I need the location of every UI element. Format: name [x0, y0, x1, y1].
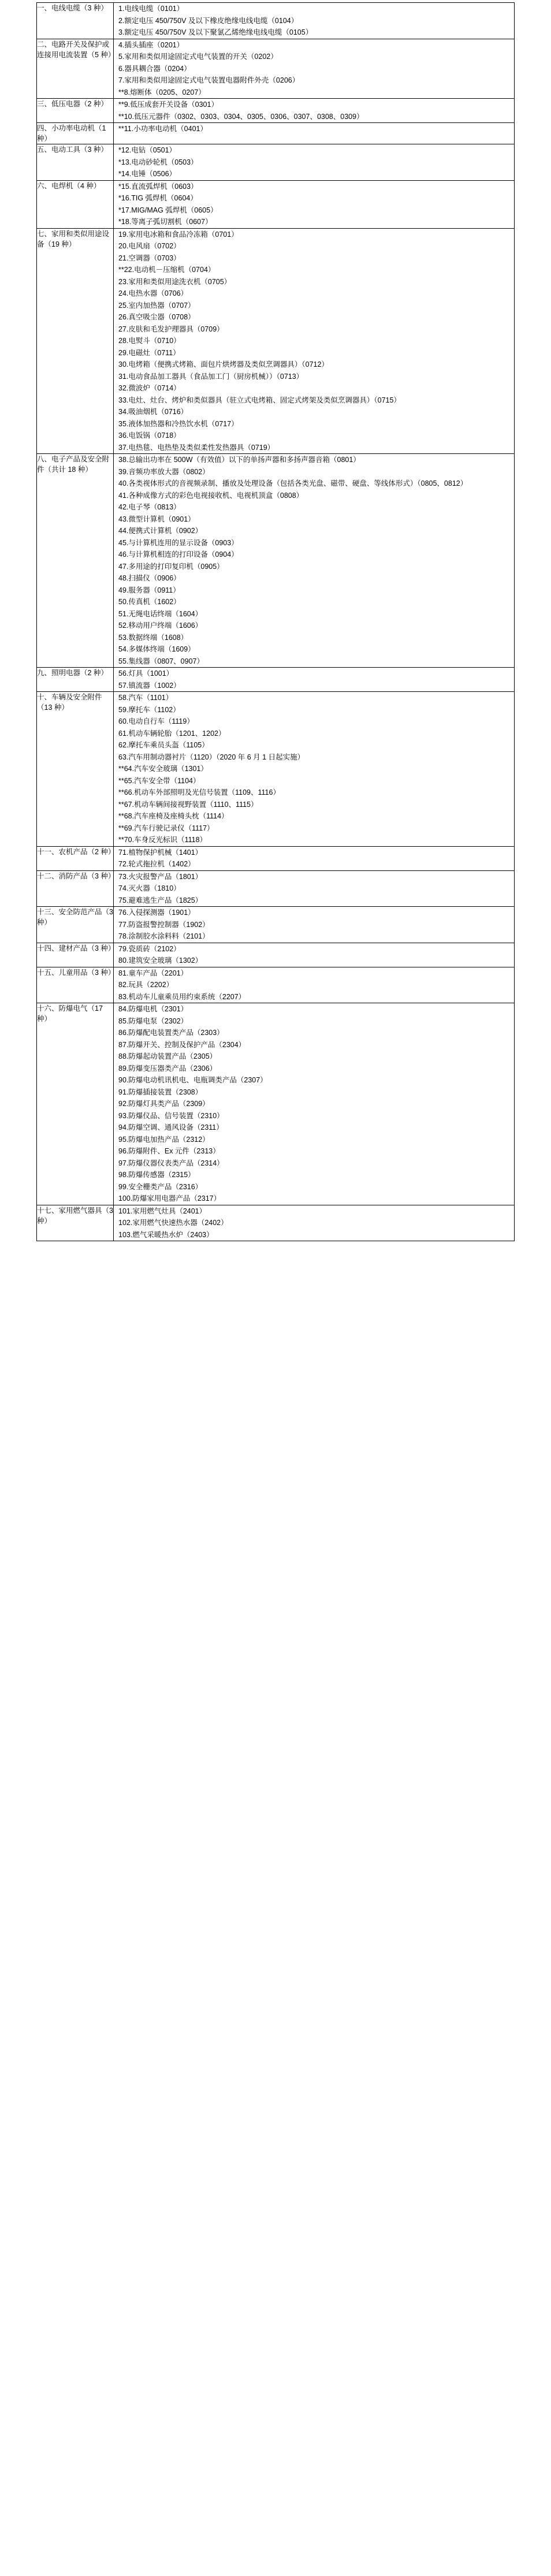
table-row [37, 846, 515, 870]
item-list [114, 871, 514, 907]
items-cell [114, 180, 515, 228]
catalog-sheet [0, 0, 551, 1241]
list-item: 56.灯具（1001） [118, 669, 174, 678]
item-list [114, 1205, 514, 1241]
list-item: 40.各类视体形式的音视频录制、播放及处理设备（包括各类光盘、磁带、硬盘、等线体形式）（0805、0812） [118, 479, 468, 488]
category-label: 五、电动工具（3 种） [37, 146, 108, 154]
list-item: 35.液体加热器和冷热饮水机（0717） [118, 419, 239, 428]
list-item: 5.家用和类似用途固定式电气装置的开关（0202） [118, 53, 278, 61]
category-label: 十六、防爆电气（17 种） [37, 1004, 103, 1023]
items-cell [114, 144, 515, 181]
list-item: 41.各种成像方式的彩色电视接收机、电视机顶盒（0808） [118, 491, 304, 500]
list-item: 44.便携式计算机（0902） [118, 527, 203, 535]
list-item: 37.电热毯、电热垫及类似柔性发热器具（0719） [118, 443, 275, 452]
table-row [37, 180, 515, 228]
category-cell [37, 692, 114, 847]
list-item: 81.童车产品（2201） [118, 969, 188, 977]
list-item: 38.总输出功率在 500W（有效值）以下的单扬声器和多扬声器音箱（0801） [118, 456, 360, 464]
list-item: 93.防爆仪品、信号装置（2310） [118, 1111, 224, 1120]
list-item: *17.MIG/MAG 弧焊机（0605） [118, 206, 218, 214]
items-cell [114, 692, 515, 847]
list-item: 48.扫描仪（0906） [118, 574, 181, 583]
list-item: 92.防爆灯具类产品（2309） [118, 1100, 210, 1108]
table-row [37, 228, 515, 454]
list-item: 46.与计算机相连的打印设备（0904） [118, 550, 239, 559]
list-item: 75.避难逃生产品（1825） [118, 896, 203, 904]
list-item: 30.电烤箱（便携式烤箱、面包片烘烤器及类似烹调器具）（0712） [118, 360, 329, 369]
list-item: *15.直流弧焊机（0603） [118, 182, 198, 191]
list-item: 100.防爆家用电器产品（2317） [118, 1194, 221, 1203]
list-item: 43.微型计算机（0901） [118, 515, 195, 523]
list-item: 50.传真机（1602） [118, 598, 181, 606]
category-cell [37, 1003, 114, 1205]
list-item: 25.室内加热器（0707） [118, 301, 195, 310]
list-item: 58.汽车（1101） [118, 694, 173, 702]
item-list [114, 668, 514, 691]
category-label: 十三、安全防范产品（3 种） [37, 908, 113, 927]
list-item: 36.电饭锅（0718） [118, 431, 181, 440]
list-item: 1.电线电缆（0101） [118, 5, 184, 13]
list-item: 19.家用电冰箱和食品冷冻箱（0701） [118, 230, 239, 239]
list-item: 4.插头插座（0201） [118, 40, 184, 49]
category-cell [37, 668, 114, 692]
table-row [37, 967, 515, 1003]
list-item: 21.空调器（0703） [118, 254, 181, 262]
items-cell [114, 943, 515, 967]
list-item: **69.汽车行驶记录仪（1117） [118, 824, 214, 832]
list-item: 71.植物保护机械（1401） [118, 848, 203, 857]
table-row [37, 943, 515, 967]
items-cell [114, 846, 515, 870]
list-item: **65.汽车安全带（1104） [118, 776, 200, 785]
category-cell [37, 123, 114, 144]
list-item: 39.音频功率放大器（0802） [118, 467, 210, 476]
list-item: **8.熔断体（0205、0207） [118, 88, 206, 96]
list-item: 3.额定电压 450/750V 及以下聚氯乙烯绝缘电线电缆（0105） [118, 28, 313, 36]
items-cell [114, 668, 515, 692]
items-cell [114, 123, 515, 144]
item-list [114, 39, 514, 99]
list-item: **66.机动车外部照明及光信号装置（1109、1116） [118, 788, 280, 797]
item-list [114, 1003, 514, 1205]
items-cell [114, 3, 515, 39]
category-label: 二、电路开关及保护或连接用电流装置（5 种） [37, 40, 116, 59]
items-cell [114, 870, 515, 907]
catalog-body [37, 3, 515, 1241]
list-item: 78.涂制胶水涂料料（2101） [118, 932, 210, 941]
category-label: 十二、消防产品（3 种） [37, 872, 116, 880]
category-cell [37, 180, 114, 228]
list-item: 53.数据终端（1608） [118, 633, 188, 642]
list-item: 2.额定电压 450/750V 及以下橡皮绝缘电线电缆（0104） [118, 16, 299, 25]
list-item: **67.机动车辆间接视野装置（1110、1115） [118, 800, 258, 809]
list-item: 62.摩托车乘员头盔（1105） [118, 741, 209, 750]
list-item: 51.无绳电话终端（1604） [118, 609, 203, 618]
table-row [37, 39, 515, 99]
table-row [37, 99, 515, 123]
list-item: 90.防爆电动机讯机电、电瓶调类产品（2307） [118, 1076, 267, 1085]
list-item: 72.轮式拖拉机（1402） [118, 860, 195, 869]
items-cell [114, 454, 515, 668]
product-catalog-table [36, 2, 515, 1241]
list-item: 88.防爆起动装置产品（2305） [118, 1052, 217, 1061]
list-item: 6.器具耦合器（0204） [118, 64, 191, 73]
category-cell [37, 943, 114, 967]
items-cell [114, 39, 515, 99]
list-item: 20.电风扇（0702） [118, 242, 181, 251]
list-item: 54.多媒体终端（1609） [118, 645, 195, 654]
list-item: 59.摩托车（1102） [118, 705, 180, 714]
list-item: **22.电动机－压缩机（0704） [118, 266, 215, 274]
list-item: 86.防爆配电装置类产品（2303） [118, 1029, 224, 1037]
item-list [114, 99, 514, 122]
category-cell [37, 846, 114, 870]
category-label: 八、电子产品及安全附件（共计 18 种） [37, 455, 110, 474]
table-row [37, 1003, 515, 1205]
item-list [114, 943, 514, 967]
category-label: 四、小功率电动机（1 种） [37, 124, 106, 143]
list-item: 94.防爆空调、通风设备（2311） [118, 1123, 224, 1132]
items-cell [114, 99, 515, 123]
list-item: 73.火灾报警产品（1801） [118, 872, 203, 881]
category-label: 十五、儿童用品（3 种） [37, 968, 116, 977]
category-label: 十四、建材产品（3 种） [37, 944, 116, 952]
list-item: **9.低压成套开关设备（0301） [118, 100, 218, 109]
category-cell [37, 3, 114, 39]
category-label: 六、电焊机（4 种） [37, 181, 101, 190]
item-list [114, 454, 514, 667]
item-list [114, 692, 514, 846]
table-row [37, 870, 515, 907]
list-item: 31.电动食品加工器具（食品加工门（厨房机械））（0713） [118, 372, 304, 381]
item-list [114, 907, 514, 943]
list-item: 96.防爆附件、Ex 元件（2313） [118, 1147, 220, 1156]
item-list [114, 181, 514, 228]
list-item: 89.防爆变压器类产品（2306） [118, 1064, 217, 1073]
items-cell [114, 228, 515, 454]
list-item: 29.电磁灶（0711） [118, 348, 180, 357]
list-item: 79.瓷质砖（2102） [118, 944, 181, 953]
category-label: 十、车辆及安全附件（13 种） [37, 693, 102, 712]
list-item: 52.移动用户终端（1606） [118, 621, 203, 630]
list-item: **70.车身反光标识（1118） [118, 836, 207, 844]
list-item: 77.防盗报警控制器（1902） [118, 920, 210, 929]
list-item: **11.小功率电动机（0401） [118, 125, 207, 133]
category-cell [37, 967, 114, 1003]
category-cell [37, 228, 114, 454]
category-label: 一、电线电缆（3 种） [37, 4, 108, 12]
table-row [37, 1205, 515, 1241]
category-cell [37, 870, 114, 907]
list-item: 24.电热水器（0706） [118, 289, 188, 298]
list-item: 85.防爆电泵（2302） [118, 1017, 188, 1025]
category-label: 十七、家用燃气器具（3 种） [37, 1206, 113, 1225]
category-cell [37, 39, 114, 99]
list-item: 42.电子琴（0813） [118, 503, 181, 512]
table-row [37, 692, 515, 847]
list-item: 27.皮肤和毛发护理器具（0709） [118, 325, 224, 333]
item-list [114, 229, 514, 454]
list-item: 87.防爆开关、控制及保护产品（2304） [118, 1040, 246, 1049]
table-row [37, 3, 515, 39]
list-item: 26.真空吸尘器（0708） [118, 313, 195, 322]
item-list [114, 847, 514, 870]
list-item: 91.防爆插接装置（2308） [118, 1088, 203, 1096]
list-item: 28.电熨斗（0710） [118, 337, 181, 345]
list-item: *18.等离子弧切割机（0607） [118, 218, 213, 226]
list-item: 76.入侵探测器（1901） [118, 909, 195, 917]
list-item: 34.吸油烟机（0716） [118, 408, 188, 416]
items-cell [114, 967, 515, 1003]
items-cell [114, 1003, 515, 1205]
item-list [114, 967, 514, 1003]
list-item: 55.集线器（0807、0907） [118, 657, 204, 665]
list-item: 7.家用和类似用途固定式电气装置电器附件外壳（0206） [118, 76, 300, 84]
list-item: 32.微波炉（0714） [118, 384, 181, 393]
category-label: 九、照明电器（2 种） [37, 669, 108, 677]
list-item: **10.低压元器件（0302、0303、0304、0305、0306、0307、0308、0309） [118, 112, 364, 121]
items-cell [114, 907, 515, 943]
table-row [37, 907, 515, 943]
list-item: 49.服务器（0911） [118, 586, 180, 594]
category-cell [37, 99, 114, 123]
category-label: 七、家用和类似用途设备（19 种） [37, 229, 110, 248]
list-item: **68.汽车座椅及座椅头枕（1114） [118, 812, 229, 821]
list-item: 82.玩具（2202） [118, 981, 174, 989]
category-label: 十一、农机产品（2 种） [37, 847, 116, 856]
list-item: 101.家用燃气灶具（2401） [118, 1207, 207, 1215]
list-item: 98.防爆传感器（2315） [118, 1171, 195, 1179]
list-item: **64.汽车安全玻璃（1301） [118, 765, 208, 773]
list-item: 23.家用和类似用途洗衣机（0705） [118, 277, 232, 286]
list-item: 60.电动自行车（1119） [118, 717, 194, 726]
list-item: 33.电灶、灶台、烤炉和类似器具（驻立式电烤箱、固定式烤架及类似烹调器具）（0715） [118, 396, 401, 404]
list-item: 95.防爆电加热产品（2312） [118, 1135, 210, 1144]
list-item: *16.TIG 弧焊机（0604） [118, 194, 198, 203]
category-cell [37, 907, 114, 943]
item-list [114, 123, 514, 135]
list-item: 83.机动车儿童乘员用约束系统（2207） [118, 992, 246, 1001]
table-row [37, 144, 515, 181]
list-item: 102.家用燃气快速热水器（2402） [118, 1219, 228, 1227]
list-item: 103.燃气采暖热水炉（2403） [118, 1230, 214, 1239]
list-item: 57.镇流器（1002） [118, 681, 181, 690]
items-cell [114, 1205, 515, 1241]
list-item: 84.防爆电机（2301） [118, 1005, 188, 1014]
list-item: *13.电动砂轮机（0503） [118, 158, 198, 166]
list-item: 99.安全栅类产品（2316） [118, 1182, 203, 1191]
list-item: 97.防爆仪器仪表类产品（2314） [118, 1159, 224, 1167]
list-item: *14.电锤（0506） [118, 170, 177, 178]
category-cell [37, 454, 114, 668]
list-item: 45.与计算机连用的显示设备（0903） [118, 538, 239, 547]
list-item: 47.多用途的打印复印机（0905） [118, 562, 224, 571]
category-cell [37, 144, 114, 181]
table-row [37, 454, 515, 668]
list-item: 63.汽车用制动器衬片（1120）（2020 年 6 月 1 日起实施） [118, 753, 305, 761]
list-item: *12.电钻（0501） [118, 146, 177, 155]
item-list [114, 144, 514, 180]
table-row [37, 668, 515, 692]
list-item: 74.灭火器（1810） [118, 884, 181, 893]
list-item: 80.建筑安全玻璃（1302） [118, 956, 203, 965]
table-row [37, 123, 515, 144]
category-cell [37, 1205, 114, 1241]
list-item: 61.机动车辆轮胎（1201、1202） [118, 729, 226, 738]
category-label: 三、低压电器（2 种） [37, 100, 108, 108]
item-list [114, 3, 514, 39]
